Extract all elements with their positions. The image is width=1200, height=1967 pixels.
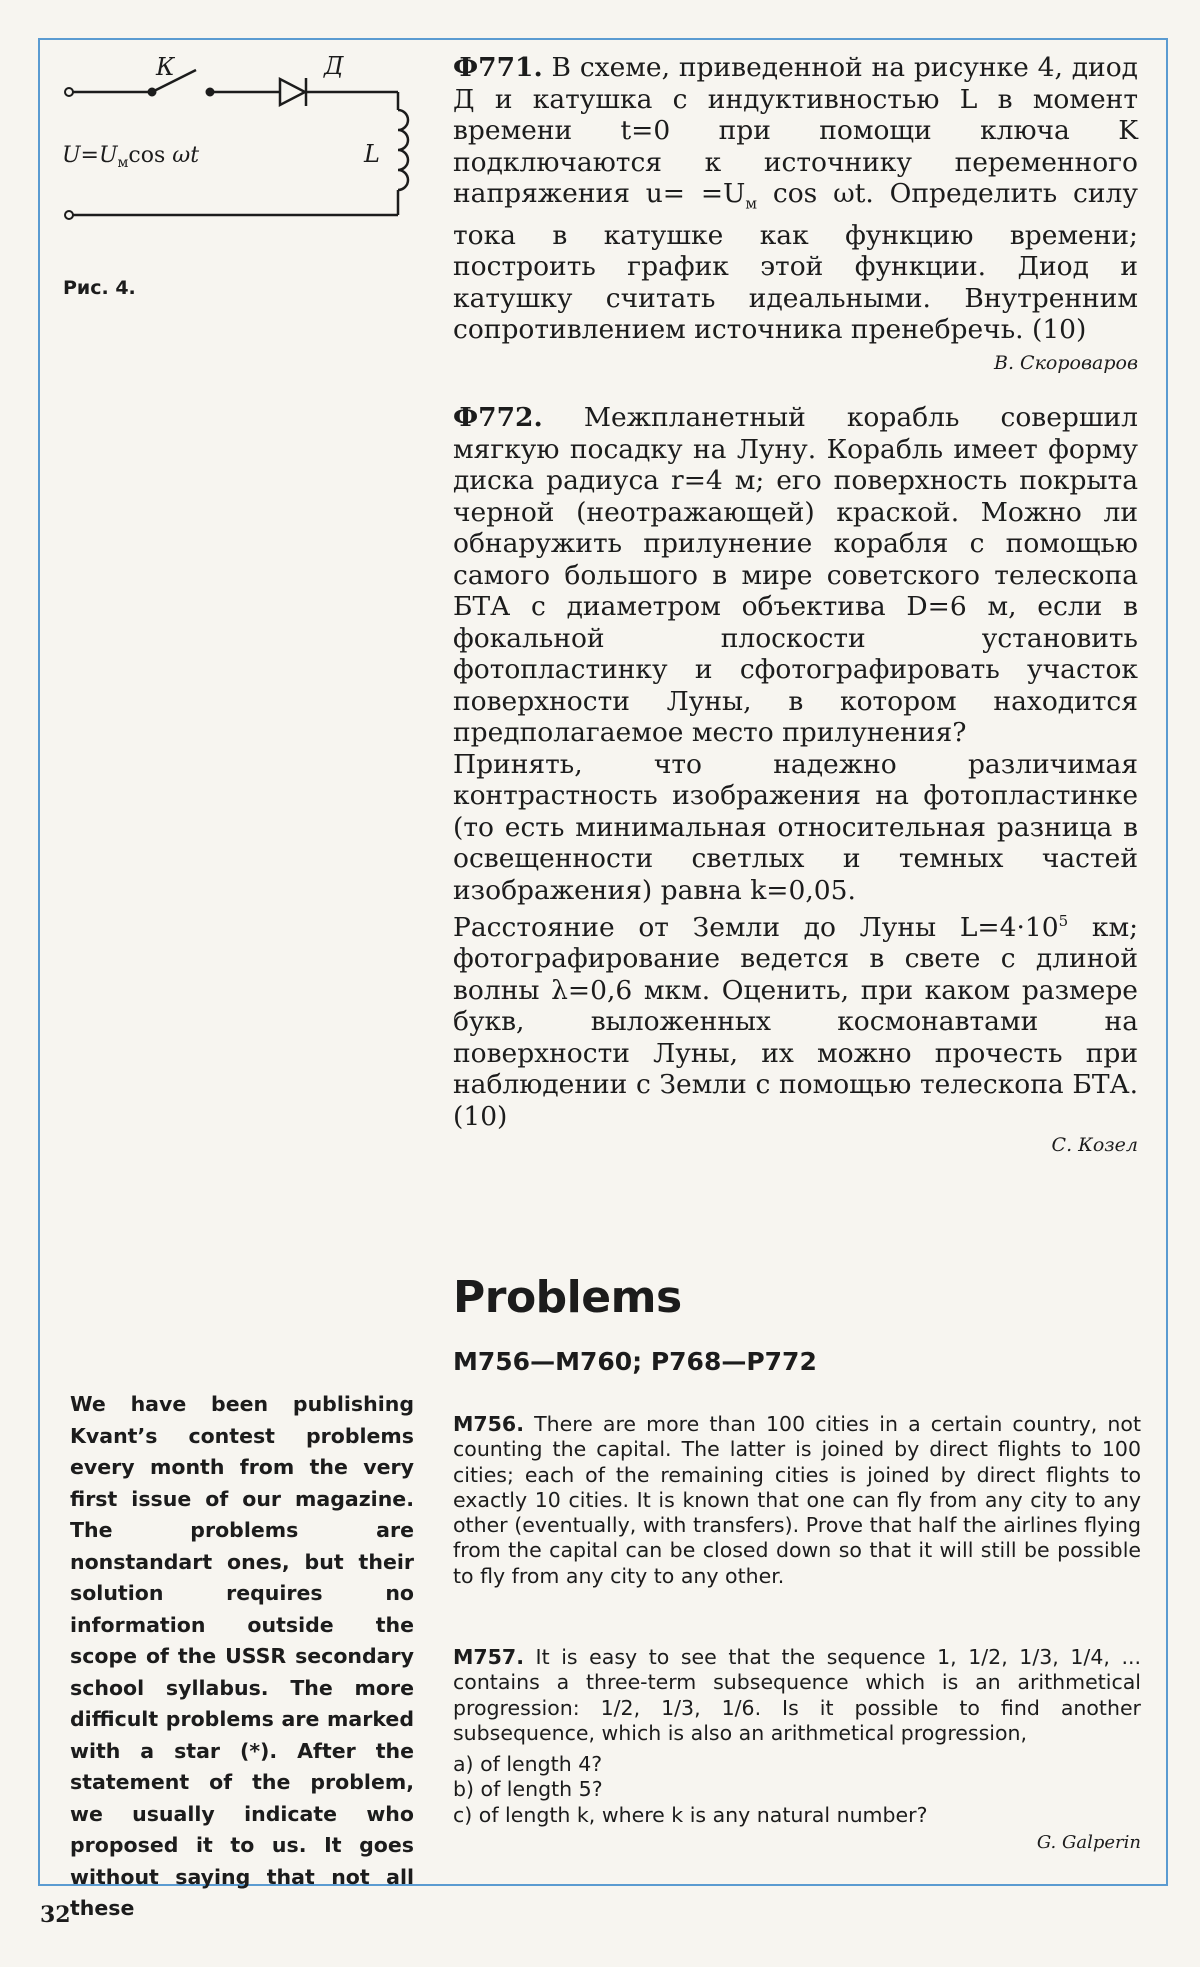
- terminal-top: [65, 88, 73, 96]
- key-pivot: [149, 89, 156, 96]
- circuit-diagram: [60, 50, 430, 250]
- side-note: We have been publishing Kvant’s contest problems every month from the very first issue of our magazine. The problems are nonstandart ones, but their solution requires no information outside the scope of the USSR secondary school syllabus. The more difficult problems are marked with a star (*). After the statement of the problem, we usually indicate who proposed it to us. It goes without saying that not all these: [70, 1392, 414, 1920]
- inductor-label: L: [364, 140, 380, 168]
- problem-id: Ф772.: [453, 402, 543, 433]
- problem-f772-paragraph: Ф772. Межпланетный корабль совершил мягкую посадку на Луну. Корабль имеет форму диска радиуса r=4 м; его поверхность покрыта черной (неотражающей) краской. Можно ли обнаружить прилунение корабля с помощью самого большого в мире советского телескопа БТА с диаметром объектива D=6 м, если в фокальной плоскости установить фотопластинку и сфотографировать участок поверхности Луны, в котором находится предполагаемое место прилунения?: [453, 402, 1138, 748]
- problem-author: G. Galperin: [1036, 1832, 1141, 1854]
- problem-m757: [453, 1645, 1141, 1853]
- problem-f772-paragraph: Принять, что надежно различимая контрастность изображения на фотопластинке (то есть минимальная относительная разница в освещенности светлых и темных частей изображения) равна k=0,05.: [453, 748, 1138, 906]
- section-subtitle: M756—M760; P768—P772: [453, 1347, 817, 1376]
- problem-f772-paragraph: Расстояние от Земли до Луны $L=4\cdot 10^5$ км; фотографирование ведется в свете с длиной волны λ=0,6 мкм. Оценить, при каком размере букв, выложенных космонавтами на поверхности Луны, их можно прочесть при наблюдении с Земли с помощью телескопа БТА. (10): [453, 911, 1138, 1132]
- inductor-coil: [398, 110, 408, 190]
- problem-m756: [453, 1412, 1141, 1589]
- problem-id: M757.: [453, 1645, 524, 1669]
- figure-caption: Рис. 4.: [63, 277, 136, 299]
- problem-m756-text: M756. There are more than 100 cities in a certain country, not counting the capital. The latter is joined by direct flights to 100 cities; each of the remaining cities is joined by direct flights to exactly 10 cities. It is known that one can fly from any city to any other (eventually, with transfers). Prove that half the airlines flying from the capital can be closed down so that it will still be possible to fly from any city to any other.: [453, 1412, 1141, 1588]
- key-contact: [207, 89, 214, 96]
- source-voltage-label: $U=U_м\cos$ ωt: [62, 143, 200, 171]
- list-item: a) of length 4?: [453, 1752, 603, 1777]
- section-title: Problems: [453, 1272, 682, 1323]
- problem-id: M756.: [453, 1412, 524, 1436]
- page-number: 32: [40, 1902, 71, 1928]
- problem-f772: [453, 402, 1138, 1156]
- problem-f771: [453, 52, 1138, 374]
- problem-f771-text: Ф771. В схеме, приведенной на рисунке 4, диод Д и катушка с индуктивностью L в момент времени t=0 при помощи ключа K подключаются к источнику переменного напряжения $u= =U_м$ cos ωt. Определить силу тока в катушке как функцию времени; построить график этой функции. Диод и катушку считать идеальными. Внутренним сопротивлением источника пренебречь. (10): [453, 52, 1138, 346]
- problem-author: В. Скороваров: [993, 351, 1138, 374]
- problem-id: Ф771.: [453, 52, 543, 83]
- list-item: b) of length 5?: [453, 1777, 603, 1802]
- list-item: c) of length k, where k is any natural number?: [453, 1802, 928, 1827]
- key-label: К: [156, 53, 175, 81]
- problem-author: С. Козел: [1051, 1134, 1138, 1157]
- diode-symbol: [280, 79, 305, 105]
- problem-m757-text: M757. It is easy to see that the sequence 1, 1/2, 1/3, 1/4, ... contains a three-term subsequence which is an arithmetical progression: 1/2, 1/3, 1/6. Is it possible to find another subsequence, which is also an arithmetical progression,: [453, 1645, 1141, 1745]
- diode-label: Д: [324, 52, 344, 80]
- terminal-bottom: [65, 211, 73, 219]
